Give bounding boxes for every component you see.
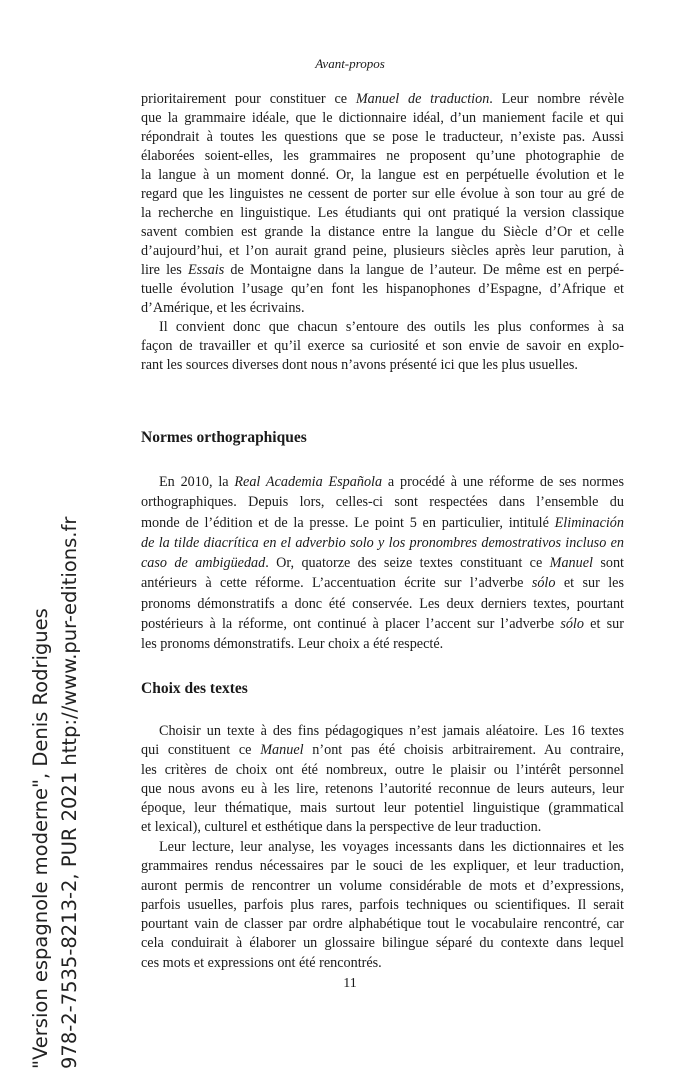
text-line [141, 818, 624, 837]
text-line [141, 128, 624, 147]
text-line [141, 722, 624, 741]
text-line [141, 492, 624, 512]
text-segment: monde de l’édition et de la presse. Le point 5 en particulier, intitulé [141, 514, 555, 531]
text-segment: prioritairement pour constituer ce [141, 91, 356, 107]
text-segment: façon de travailler et qu’il exerce sa curiosité et son envie de savoir en explo- [141, 338, 624, 354]
paragraph [141, 90, 624, 318]
text-segment: Leur lecture, leur analyse, les voyages incessants dans les dictionnaires et les [159, 839, 624, 855]
text-segment: que la grammaire idéale, que le dictionnaire idéal, d’un maniement facile et qui [141, 110, 624, 126]
text-line [141, 261, 624, 280]
text-segment: Il convient donc que chacun s’entoure des outils les plus conformes à sa [159, 319, 624, 335]
paragraph [141, 838, 624, 973]
text-segment: d’Amérique, et les écrivains. [141, 300, 305, 316]
text-segment: . Leur nombre révèle [489, 91, 624, 107]
text-line [141, 109, 624, 128]
text-segment: pronoms démonstratifs a donc été conservée. Les deux derniers textes, pourtant [141, 595, 624, 612]
text-segment: n’ont pas été choisis arbitrairement. Au contraire, [303, 742, 624, 759]
text-line [141, 954, 624, 973]
text-segment: élaborées soient-elles, les grammaires ne proposent qu’une photographie de [141, 148, 624, 164]
paragraph [141, 472, 624, 655]
page-number: 11 [343, 976, 357, 991]
text-line [141, 185, 624, 204]
paragraph [141, 318, 624, 375]
text-line [141, 553, 624, 573]
text-segment: postérieurs à la réforme, ont continué à placer l’accent sur l’adverbe [141, 616, 561, 633]
text-segment: lire les [141, 262, 188, 278]
text-line [141, 838, 624, 857]
text-segment: la recherche en linguistique. Les étudiants qui ont pratiqué la version classique [141, 205, 624, 221]
text-segment: cela conduirait à élaborer un glossaire bilingue séparé du contexte dans lequel [141, 935, 624, 952]
text-line [141, 877, 624, 896]
text-segment: de Montaigne dans la langue de l’auteur. De même est en perpé- [224, 262, 624, 278]
text-line [141, 741, 624, 760]
text-line [141, 337, 624, 356]
text-line [141, 318, 624, 337]
text-segment: En 2010, la [159, 474, 235, 490]
text-line [141, 533, 624, 553]
text-segment: Choisir un texte à des fins pédagogiques n’est jamais aléatoire. Les 16 textes [159, 723, 624, 739]
text-segment: ces mots et expressions ont été rencontrés. [141, 954, 382, 971]
text-line [141, 90, 624, 109]
text-line [141, 147, 624, 166]
italic-text: Manuel de traduction [355, 91, 490, 107]
text-segment: a procédé à une réforme de ses normes [382, 474, 624, 490]
text-line [141, 896, 624, 915]
side-note-line1: "Version espagnole moderne", Denis Rodrigues [29, 608, 52, 1069]
text-segment: que nous avons eu à les lire, retenons l’autorité reconnue de leurs auteurs, leur [141, 780, 624, 797]
text-segment: auront permis de rencontrer un volume considérable de mots et d’expressions, [141, 877, 624, 894]
italic-text: de la tilde diacrítica en el adverbio solo y los pronombres demostrativos incluso en [141, 534, 624, 551]
text-line [141, 594, 624, 614]
section-heading-normes: Normes orthographiques [141, 429, 307, 446]
text-line [141, 934, 624, 953]
text-segment: et lexical), culturel et esthétique dans la perspective de leur traduction. [141, 819, 542, 836]
text-line [141, 204, 624, 223]
text-segment: tuelle évolution l’usage qu’en font les hispanophones d’Espagne, d’Afrique et [141, 281, 624, 297]
text-segment: . Or, quatorze des seize textes constituant ce [265, 555, 550, 572]
italic-text: caso de ambigüedad [141, 555, 266, 572]
text-segment: rant les sources diverses dont nous n’avons présenté ici que les plus usuelles. [141, 357, 578, 373]
text-line [141, 166, 624, 185]
text-segment: et sur les [555, 575, 624, 592]
text-line [141, 614, 624, 634]
text-segment: sont [592, 555, 624, 572]
running-header: Avant-propos [315, 56, 385, 71]
text-segment: savent combien est grande la distance entre la langue du Siècle d’Or et celle [141, 224, 624, 240]
text-line [141, 223, 624, 242]
italic-text: Essais [188, 262, 225, 278]
text-segment: les pronoms démonstratifs. Leur choix a été respecté. [141, 636, 444, 653]
text-line [141, 761, 624, 780]
italic-text: sólo [560, 616, 584, 633]
italic-text: sólo [531, 575, 556, 592]
side-note-line2: 978-2-7535-8213-2, PUR 2021 http://www.pur-editions.fr [58, 516, 81, 1069]
text-segment: d’aujourd’hui, et l’on aurait grand peine, plusieurs siècles après leur parution, à [141, 243, 624, 259]
text-line [141, 915, 624, 934]
text-segment: et sur [583, 616, 624, 633]
italic-text: Real Academia Española [234, 474, 383, 490]
text-segment: époque, leur thématique, mais surtout leur potentiel linguistique (grammatical [141, 800, 624, 817]
text-segment: orthographiques. Depuis lors, celles-ci sont respectées dans l’ensemble du [141, 494, 624, 511]
text-line [141, 280, 624, 299]
text-line [141, 573, 624, 593]
text-line [141, 780, 624, 799]
italic-text: Manuel [260, 742, 304, 759]
text-line [141, 299, 624, 318]
text-line [141, 513, 624, 533]
text-line [141, 634, 624, 654]
text-line [141, 799, 624, 818]
text-line [141, 857, 624, 876]
text-line [141, 472, 624, 492]
text-segment: répondrait à toutes les questions que se pose le traducteur, n’existe pas. Aussi [141, 129, 624, 145]
text-segment: pourtant vain de classer par ordre alphabétique tout le vocabulaire rencontré, car [141, 916, 624, 933]
paragraph [141, 722, 624, 838]
italic-text: Eliminación [554, 514, 624, 531]
text-segment: parfois usuelles, parfois plus rares, parfois techniques ou scientifiques. Il serait [141, 896, 624, 913]
text-segment: grammaires rendus nécessaires par le souci de les expliquer, et leur traduction, [141, 858, 624, 875]
text-line [141, 242, 624, 261]
section-heading-choix: Choix des textes [141, 680, 248, 697]
text-segment: qui constituent ce [141, 742, 261, 759]
text-segment: antérieurs à cette réforme. L’accentuation écrite sur l’adverbe [141, 575, 532, 592]
side-watermark [26, 499, 84, 1069]
text-segment: la langue à un moment donné. Or, la langue est en perpétuelle évolution et le [141, 167, 624, 183]
text-line [141, 356, 624, 375]
italic-text: Manuel [549, 555, 593, 572]
text-segment: regard que les linguistes ne cessent de porter sur elle évolue à son tour au gré de [141, 186, 624, 202]
text-segment: les critères de choix ont été nombreux, outre le plaisir ou l’intérêt personnel [141, 761, 624, 778]
